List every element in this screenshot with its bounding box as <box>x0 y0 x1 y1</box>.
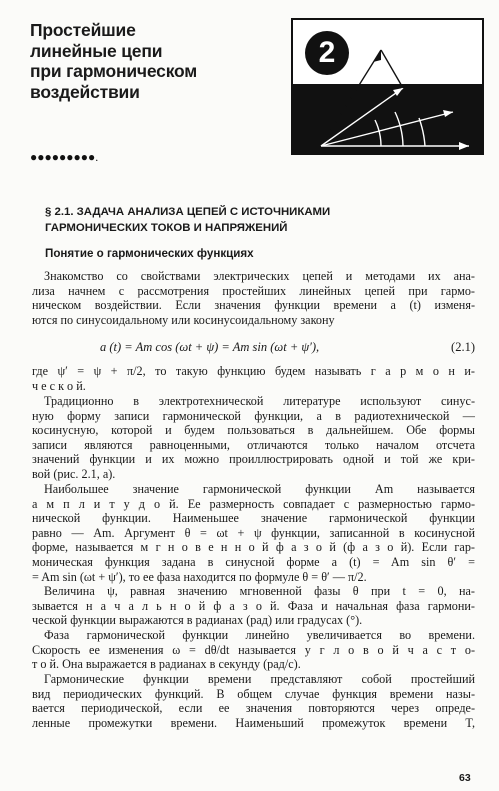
text-line: Наибольшее значение гармонической функции Am называется <box>44 482 475 496</box>
text-line: вид периодических функций. В общем случае функция времени назы- <box>32 686 475 701</box>
text-line: Гармонические функции времени представляют собой простейший <box>44 672 475 686</box>
chapter-emblem <box>291 18 484 155</box>
section-heading <box>45 205 475 236</box>
text-line: ч е с к о й. <box>32 378 86 393</box>
text-line: Традиционно в электротехнической литературе используют синус- <box>44 394 475 408</box>
chapter-title-line: воздействии <box>30 81 140 102</box>
formula-number: (2.1) <box>451 340 475 354</box>
formula-2-1 <box>32 340 475 356</box>
chapter-title <box>30 20 270 102</box>
chapter-title-line: Простейшие <box>30 20 136 40</box>
text-line: зывается н а ч а л ь н о й ф а з о й. Фаза и начальная фаза гармони- <box>32 598 475 613</box>
text-line: вается периодической, если ее значения повторяются через опреде- <box>32 701 475 716</box>
text-line: а м п л и т у д о й. Ее размерность совпадает с размерностью гармо- <box>32 496 475 511</box>
paragraph-periodic <box>32 672 475 730</box>
section-heading-line: ГАРМОНИЧЕСКИХ ТОКОВ И НАПРЯЖЕНИЙ <box>45 221 288 234</box>
chapter-title-line: линейные цепи <box>30 40 163 61</box>
text-line: Величина ψ, равная значению мгновенной фазы θ при t = 0, на- <box>44 584 475 598</box>
chapter-title-line: при гармоническом <box>30 61 198 81</box>
text-line: ются по синусоидальному или косинусоидальному закону <box>32 312 335 327</box>
formula-expression: a (t) = Am cos (ωt + ψ) = Am sin (ωt + ψ′), <box>100 340 320 354</box>
paragraph-initial-phase <box>32 584 475 628</box>
subheading: Понятие о гармонических функциях <box>45 247 254 260</box>
text-line: вой (рис. 2.1, а). <box>32 466 116 481</box>
text-line: нической функции. Наименьшее значение гармонической функции <box>32 511 475 526</box>
page-number: 63 <box>459 772 471 784</box>
text-line: лиза начнем с рассмотрения простейших линейных цепей при гармо- <box>32 283 475 298</box>
paragraph-amplitude <box>32 482 475 584</box>
paragraph-definition <box>32 364 475 393</box>
text-line: Знакомство со свойствами электрических цепей и методами их ана- <box>44 269 475 283</box>
text-line: где ψ′ = ψ + π/2, то такую функцию будем называть г а р м о н и- <box>32 364 475 378</box>
text-line: записи являются равноценными, отличаются только началом отсчета <box>32 437 475 452</box>
text-line: Скорость ее изменения ω = dθ/dt называется у г л о в о й ч а с т о- <box>32 642 475 657</box>
text-line: косинусную, которой и будем пользоваться в дальнейшем. Обе формы <box>32 423 475 438</box>
text-line: равно — Am. Аргумент θ = ωt + ψ функции, записанной в косинусной <box>32 525 475 540</box>
decorative-dots: ●●●●●●●●●. <box>30 150 99 164</box>
text-line: ческой функции выражаются в радианах (рад) или градусах (°). <box>32 613 363 628</box>
paragraph-angular-frequency <box>32 628 475 672</box>
text-line: форме, называется м г н о в е н н о й ф а з о й (ф а з о й). Если гар- <box>32 540 475 555</box>
text-line: ную форму записи гармонической функции, а в радиотехнической — <box>32 408 475 423</box>
paragraph-intro <box>32 269 475 327</box>
section-heading-line: § 2.1. ЗАДАЧА АНАЛИЗА ЦЕПЕЙ С ИСТОЧНИКАМИ <box>45 206 331 218</box>
text-line: = Am sin (ωt + ψ′), то ее фаза находится по формуле θ = θ′ — π/2. <box>32 569 367 584</box>
text-line: моническая функция задана в синусной форме a (t) = Am sin θ′ = <box>32 554 475 569</box>
text-line: ническом воздействии. Если значения функции времени a (t) изменя- <box>32 298 475 313</box>
text-line: ленные промежутки времени. Наименьший промежуток времени T, <box>32 715 475 730</box>
text-line: значений функции и их можно проиллюстрировать одной и той же кри- <box>32 452 475 467</box>
text-line: т о й. Она выражается в радианах в секунду (рад/с). <box>32 657 301 672</box>
paragraph-tradition <box>32 394 475 482</box>
chapter-number-badge: 2 <box>305 31 349 75</box>
text-line: Фаза гармонической функции линейно увеличивается во времени. <box>44 628 475 642</box>
